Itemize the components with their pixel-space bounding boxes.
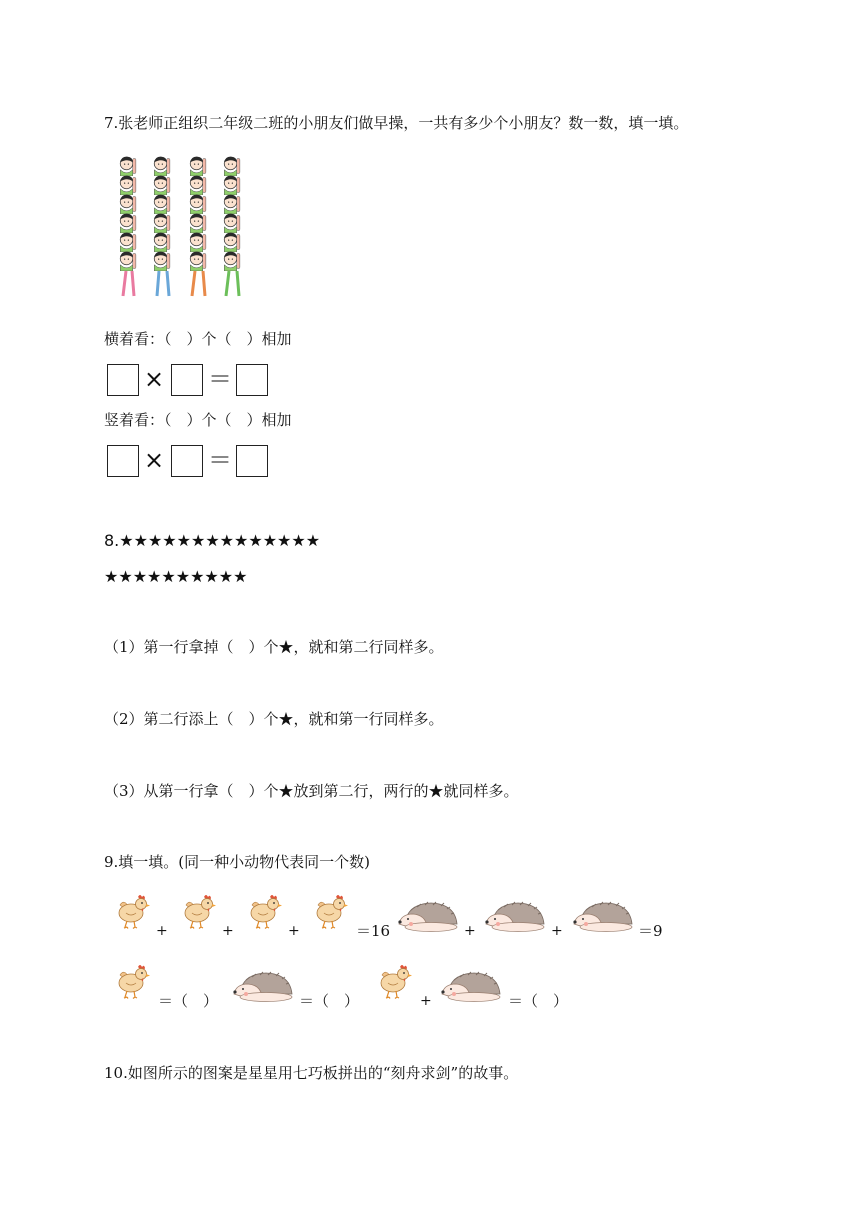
q7-vertical-label: 竖着看：（ ）个（ ）相加 <box>104 411 292 429</box>
equals-16: ＝16 <box>356 922 391 940</box>
plus-sign: + <box>464 923 476 939</box>
q7-v-box-1[interactable] <box>107 445 139 477</box>
q7-v-box-2[interactable] <box>171 445 203 477</box>
plus-sign: + <box>288 923 300 939</box>
q7-horizontal-label: 横着看：（ ）个（ ）相加 <box>104 330 292 348</box>
hedgehog-icon <box>440 968 504 1004</box>
plus-sign: + <box>222 923 234 939</box>
plus-sign: + <box>156 923 168 939</box>
kids-exercise-image <box>114 156 254 306</box>
q7-h-box-3[interactable] <box>236 364 268 396</box>
hen-icon <box>310 891 350 931</box>
hedgehog-answer-blank[interactable]: ＝（ ） <box>299 992 360 1010</box>
plus-sign: + <box>420 993 432 1009</box>
q8-sub-question-2: （2）第二行添上（ ）个★，就和第一行同样多。 <box>104 710 444 728</box>
equals-9: ＝9 <box>638 922 663 940</box>
equals-sign: ＝ <box>208 365 232 393</box>
hen-icon <box>112 961 152 1001</box>
hedgehog-icon <box>397 898 461 934</box>
plus-sign: + <box>551 923 563 939</box>
hen-icon <box>374 961 414 1001</box>
times-sign: × <box>144 446 165 474</box>
hen-answer-blank[interactable]: ＝（ ） <box>158 992 219 1010</box>
q8-star-row-2: ★★★★★★★★★★ <box>104 567 248 586</box>
hedgehog-icon <box>572 898 636 934</box>
times-sign: × <box>144 365 165 393</box>
equals-sign: ＝ <box>208 446 232 474</box>
sum-answer-blank[interactable]: ＝（ ） <box>508 992 569 1010</box>
q10-question: 10.如图所示的图案是星星用七巧板拼出的“刻舟求剑”的故事。 <box>104 1064 519 1082</box>
q7-h-box-2[interactable] <box>171 364 203 396</box>
q8-star-row-1: 8.★★★★★★★★★★★★★★ <box>104 531 321 550</box>
q7-h-box-1[interactable] <box>107 364 139 396</box>
hedgehog-icon <box>232 968 296 1004</box>
q8-sub-question-3: （3）从第一行拿（ ）个★放到第二行，两行的★就同样多。 <box>104 782 519 800</box>
hedgehog-icon <box>484 898 548 934</box>
q7-v-box-3[interactable] <box>236 445 268 477</box>
hen-icon <box>244 891 284 931</box>
q9-title: 9.填一填。(同一种小动物代表同一个数) <box>104 853 371 871</box>
hen-icon <box>178 891 218 931</box>
q8-sub-question-1: （1）第一行拿掉（ ）个★，就和第二行同样多。 <box>104 638 444 656</box>
hen-icon <box>112 891 152 931</box>
q7-question: 7.张老师正组织二年级二班的小朋友们做早操，一共有多少个小朋友？数一数，填一填。 <box>104 114 689 132</box>
